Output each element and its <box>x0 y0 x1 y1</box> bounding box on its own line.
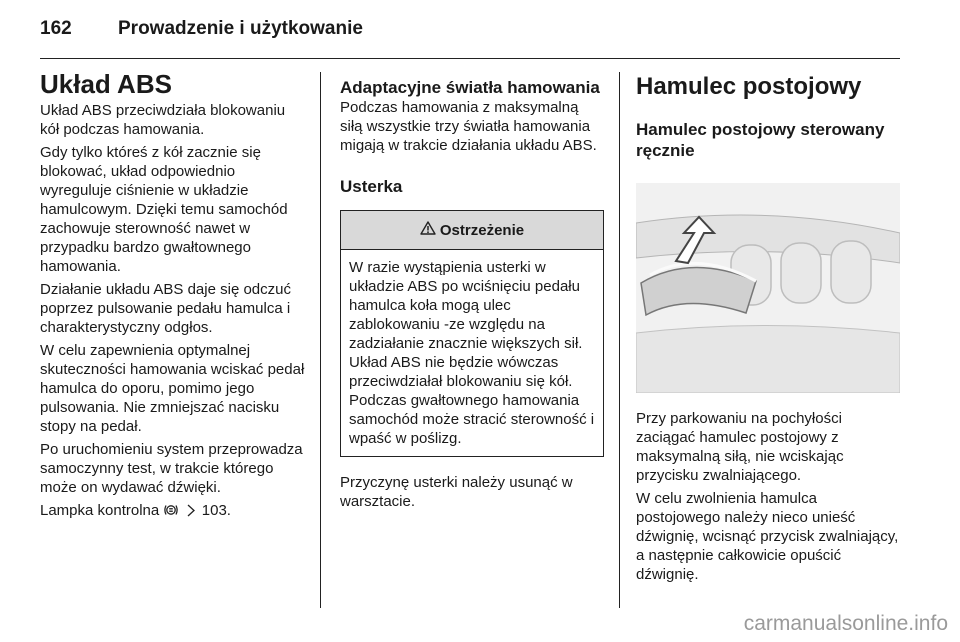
warning-box <box>340 210 604 457</box>
paragraph: Układ ABS przeciwdziała blokowaniu kół podczas hamowania. <box>40 101 286 138</box>
paragraph: Po uruchomieniu system przeprowadza samoczynny test, w trakcie którego może on wydawać dźwięki. <box>40 440 303 496</box>
warning-triangle-icon <box>420 221 436 239</box>
column-brake-lights <box>340 70 605 515</box>
running-title: Prowadzenie i użytkowanie <box>118 18 363 39</box>
warning-text: W razie wystąpienia usterki w układzie ABS po wciśnięciu pedału hamulca koła mogą ulec zablokowaniu -ze względu na zadziałanie znacznie większych sił. Układ ABS nie będzie wówczas przeciwdziałał blokowaniu się kół. Podczas gwałtownego hamowania samochód może stracić sterowność i wpaść w poślizg. <box>349 259 595 448</box>
column-divider-1 <box>320 72 321 608</box>
section-heading-parking-brake: Hamulec postojowy <box>636 73 862 100</box>
paragraph: Działanie układu ABS daje się odczuć poprzez pulsowanie pedału hamulca i charakterystyczny odgłos. <box>40 280 291 336</box>
column-divider-2 <box>619 72 620 608</box>
section-heading-abs: Układ ABS <box>40 69 172 99</box>
warning-title: Ostrzeżenie <box>439 221 525 239</box>
parking-brake-illustration <box>636 183 900 393</box>
watermark: carmanualsonline.info <box>743 612 948 635</box>
paragraph: W celu zwolnienia hamulca postojowego należy nieco unieść dźwignię, wcisnąć przycisk zwalniający, a następnie całkowicie opuścić dźwignię. <box>636 490 899 584</box>
subheading-manual-parking-brake: Hamulec postojowy sterowany ręcznie <box>636 120 885 160</box>
page-reference-arrow-icon <box>186 503 196 522</box>
warning-header <box>341 211 603 250</box>
page-reference-link[interactable]: 103. <box>201 501 231 519</box>
column-abs <box>40 70 308 526</box>
paragraph: Gdy tylko któreś z kół zacznie się blokować, układ odpowiednio wyreguluje ciśnienie w układzie hamulcowym. Dzięki temu samochód zachowuje sterowność nawet w przypadku bardzo gwałtownego hamowania. <box>40 143 288 275</box>
section-heading-adaptive-brake-lights: Adaptacyjne światła hamowania <box>340 78 600 97</box>
paragraph: Przy parkowaniu na pochyłości zaciągać hamulec postojowy z maksymalną siłą, nie wciskając przycisku zwalniającego. <box>636 410 844 485</box>
lamp-text: Lampka kontrolna <box>40 501 160 519</box>
warning-body <box>341 250 603 456</box>
lamp-reference-line <box>40 501 308 522</box>
column-parking-brake <box>636 70 902 588</box>
abs-lamp-icon <box>163 503 179 522</box>
paragraph: Podczas hamowania z maksymalną siłą wszystkie trzy światła hamowania migają w trakcie działania układu ABS. <box>340 98 597 154</box>
paragraph: Przyczynę usterki należy usunąć w warsztacie. <box>340 474 573 511</box>
page-header <box>40 18 900 48</box>
paragraph: W celu zapewnienia optymalnej skuteczności hamowania wciskać pedał hamulca do oporu, pomimo jego pulsowania. Nie zmniejszać nacisku stopy na pedał. <box>40 341 305 435</box>
page-number: 162 <box>40 18 72 39</box>
section-heading-fault: Usterka <box>340 176 403 196</box>
header-rule <box>40 58 900 59</box>
